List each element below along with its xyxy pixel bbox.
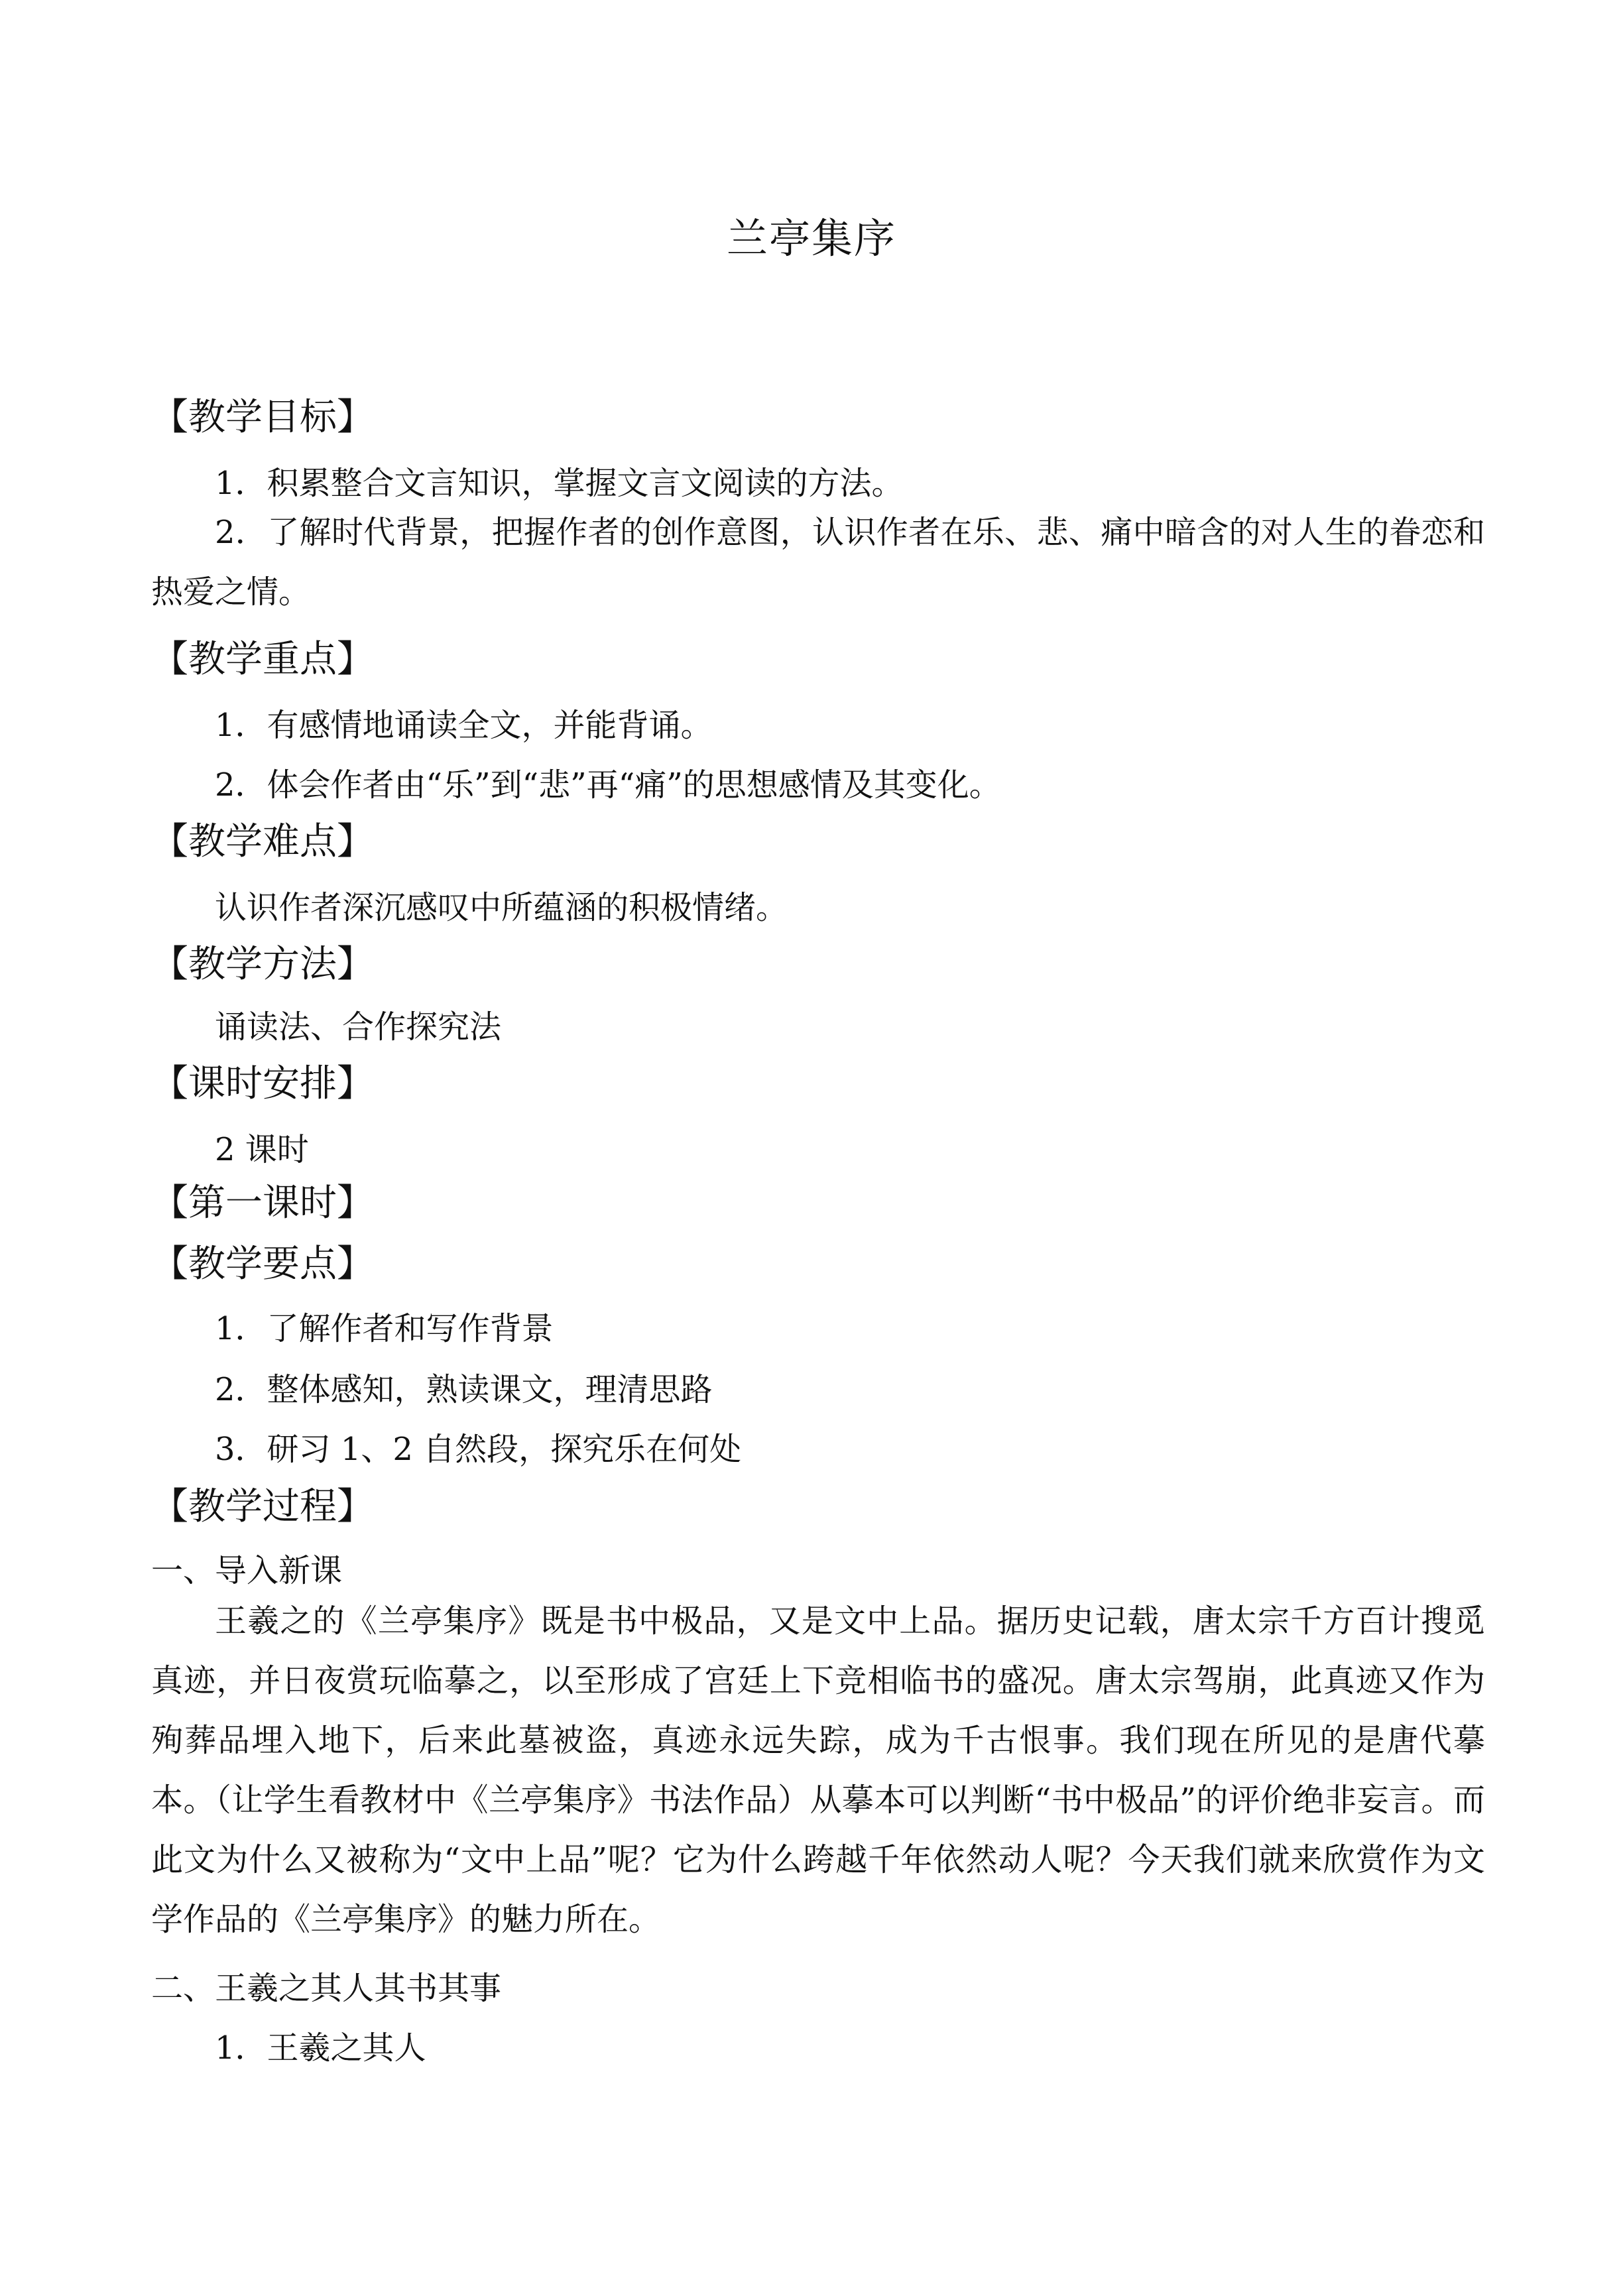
heading-teaching-difficulties: 【教学难点】 bbox=[151, 820, 374, 863]
key-point-1: 1．有感情地诵读全文，并能背诵。 bbox=[215, 707, 713, 744]
heading-teaching-goals: 【教学目标】 bbox=[151, 396, 374, 439]
difficulty-text: 认识作者深沉感叹中所蕴涵的积极情绪。 bbox=[215, 889, 788, 926]
goal-1: 1．积累整合文言知识，掌握文言文阅读的方法。 bbox=[215, 465, 904, 502]
essential-3: 3．研习 1、2 自然段，探究乐在何处 bbox=[215, 1431, 742, 1468]
essential-2: 2．整体感知，熟读课文，理清思路 bbox=[215, 1371, 713, 1408]
heading-teaching-methods: 【教学方法】 bbox=[151, 943, 374, 986]
method-text: 诵读法、合作探究法 bbox=[215, 1008, 502, 1046]
subsection-1-title: 1．王羲之其人 bbox=[215, 2029, 426, 2067]
section-2-title: 二、王羲之其人其书其事 bbox=[151, 1970, 502, 2007]
heading-teaching-essentials: 【教学要点】 bbox=[151, 1242, 374, 1286]
key-point-2: 2．体会作者由“乐”到“悲”再“痛”的思想感情及其变化。 bbox=[215, 766, 1001, 804]
page-title: 兰亭集序 bbox=[726, 214, 896, 263]
heading-class-schedule: 【课时安排】 bbox=[151, 1062, 374, 1105]
heading-teaching-key-points: 【教学重点】 bbox=[151, 638, 374, 681]
section-1-title: 一、导入新课 bbox=[151, 1552, 343, 1589]
heading-teaching-process: 【教学过程】 bbox=[151, 1485, 374, 1528]
intro-paragraph: 王羲之的《兰亭集序》既是书中极品，又是文中上品。据历史记载，唐太宗千方百计搜觅真迹，并日夜赏玩临摹之，以至形成了宫廷上下竞相临书的盛况。唐太宗驾崩，此真迹又作为殉葬品埋入地下，后来此墓被盗，真迹永远失踪，成为千古恨事。我们现在所见的是唐代摹本。（让学生看教材中《兰亭集序》书法作品）从摹本可以判断“书中极品”的评价绝非妄言。而此文为什么又被称为“文中上品”呢？它为什么跨越千年依然动人呢？今天我们就来欣赏作为文学作品的《兰亭集序》的魅力所在。 bbox=[151, 1602, 1485, 1938]
heading-first-lesson: 【第一课时】 bbox=[151, 1181, 374, 1225]
schedule-text: 2 课时 bbox=[215, 1131, 309, 1168]
essential-1: 1．了解作者和写作背景 bbox=[215, 1310, 554, 1347]
goal-2: 2．了解时代背景，把握作者的创作意图，认识作者在乐、悲、痛中暗含的对人生的眷恋和热爱之情。 bbox=[151, 514, 1485, 611]
